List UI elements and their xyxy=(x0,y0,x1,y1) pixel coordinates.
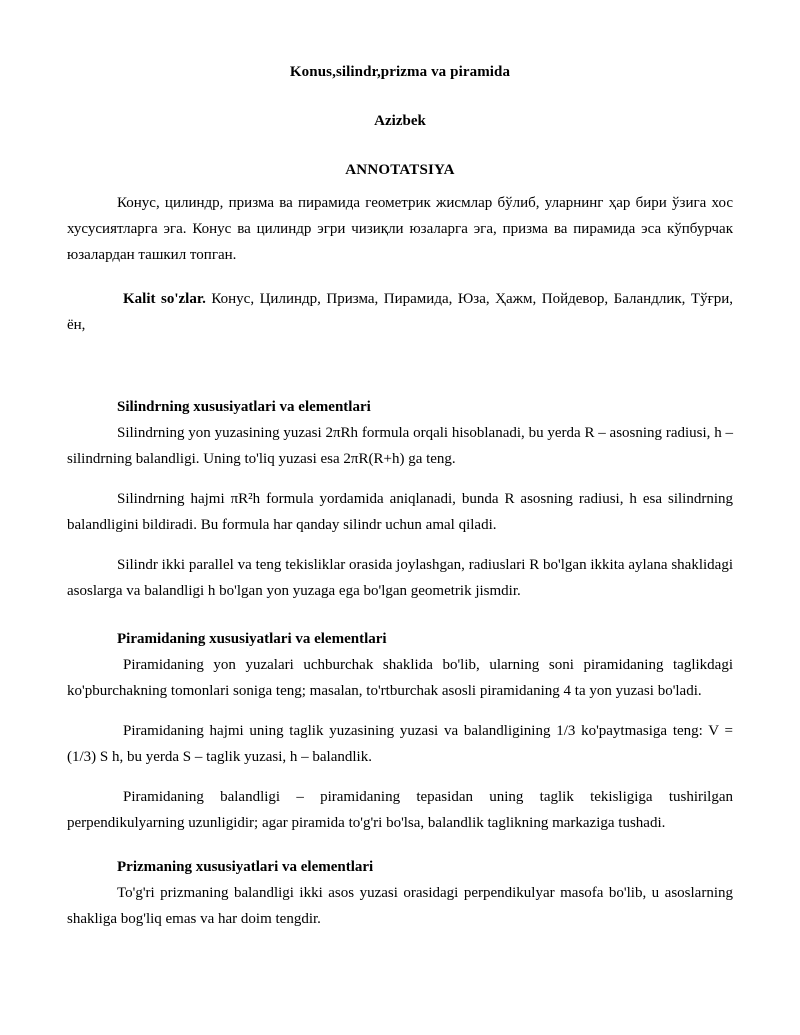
cylinder-paragraph-3: Silindr ikki parallel va teng tekisliklar orasida joylashgan, radiuslari R bo'lgan ikkita aylana shaklidagi asoslarga va balandligi h bo'lgan yon yuzaga ega bo'lgan geometrik jismdir. xyxy=(67,557,733,599)
spacer xyxy=(67,338,733,394)
pyramid-paragraph-3: Piramidaning balandligi – piramidaning tepasidan uning taglik tekisligiga tushirilgan perpendikulyarning uzunligidir; agar piramida to'g'ri bo'lsa, balandlik taglikning markaziga tushadi. xyxy=(67,789,733,831)
annotation-paragraph: Конус, цилиндр, призма ва пирамида геометрик жисмлар бўлиб, уларнинг ҳар бири ўзига хос хусусиятларга эга. Конус ва цилиндр эгри чизиқли юзаларга эга, призма ва пирамида эса кўпбурчак юзалардан ташкил топган. xyxy=(67,195,733,263)
keywords-paragraph xyxy=(67,286,733,338)
pyramid-paragraph-2: Piramidaning hajmi uning taglik yuzasining yuzasi va balandligining 1/3 ko'paytmasiga teng: V = (1/3) S h, bu yerda S – taglik yuzasi, h – balandlik. xyxy=(67,723,733,765)
top-margin xyxy=(67,0,733,62)
author-name: Azizbek xyxy=(374,113,426,129)
annotation-heading: ANNOTATSIYA xyxy=(345,162,455,178)
cylinder-paragraph-2: Silindrning hajmi πR²h formula yordamida aniqlanadi, bunda R asosning radiusi, h esa silindrning balandligini bildiradi. Bu formula har qanday silindr uchun amal qiladi. xyxy=(67,491,733,533)
spacer xyxy=(67,268,733,286)
keywords-label: Kalit so'zlar. xyxy=(123,291,206,307)
spacer xyxy=(67,180,733,190)
spacer xyxy=(67,836,733,854)
spacer xyxy=(67,770,733,784)
spacer xyxy=(67,472,733,486)
section-heading-cylinder: Silindrning xususiyatlari va elementlari xyxy=(117,399,371,415)
prism-paragraph-1: To'g'ri prizmaning balandligi ikki asos yuzasi orasidagi perpendikulyar masofa bo'lib, u asoslarning shakliga bog'liq emas va har doim tengdir. xyxy=(67,885,733,927)
spacer xyxy=(67,538,733,552)
spacer xyxy=(67,704,733,718)
pyramid-paragraph-1: Piramidaning yon yuzalari uchburchak shaklida bo'lib, ularning soni piramidaning taglikdagi ko'pburchakning tomonlari soniga teng; masalan, to'rtburchak asosli piramidaning 4 ta yon yuzasi bo'ladi. xyxy=(67,657,733,699)
spacer xyxy=(67,604,733,626)
page-title: Konus,silindr,prizma va piramida xyxy=(289,64,511,80)
section-heading-pyramid: Piramidaning xususiyatlari va elementlari xyxy=(117,631,387,647)
section-heading-prism: Prizmaning xususiyatlari va elementlari xyxy=(117,859,374,875)
keywords-list: Конус, Цилиндр, Призма, Пирамида, Юза, Ҳажм, Пойдевор, Баландлик, Тўғри, ён, xyxy=(67,291,733,333)
cylinder-paragraph-1: Silindrning yon yuzasining yuzasi 2πRh formula orqali hisoblanadi, bu yerda R – asosning radiusi, h – silindrning balandligi. Uning to'liq yuzasi esa 2πR(R+h) ga teng. xyxy=(67,425,733,467)
